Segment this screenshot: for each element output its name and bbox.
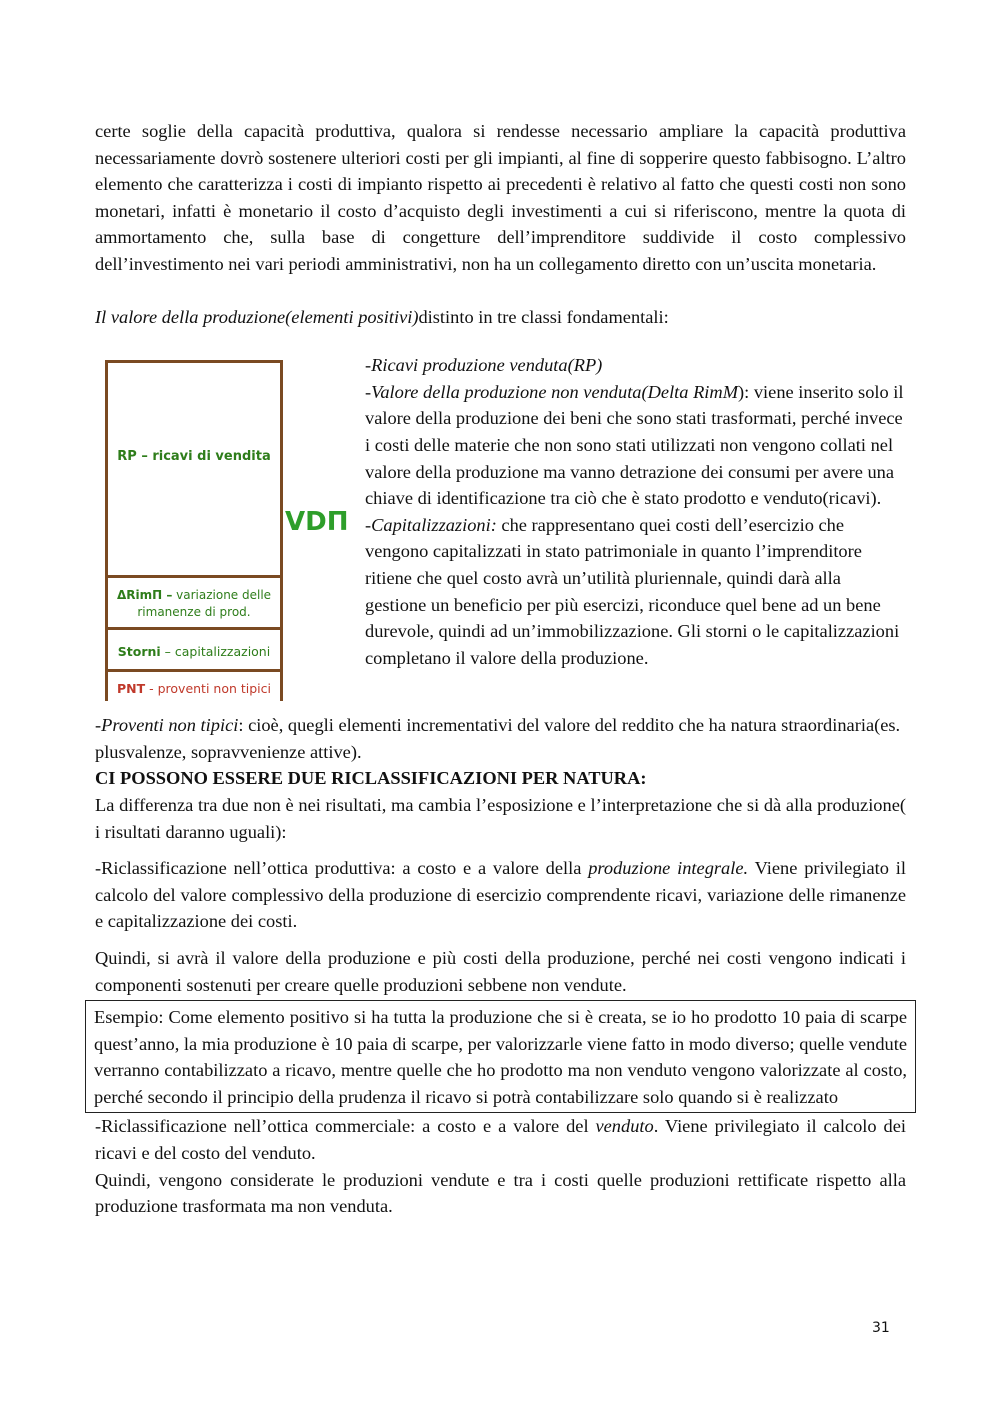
difference-paragraph: La differenza tra due non è nei risultati, ma cambia l’esposizione e l’interpretazione che si dà alla produzione( i risultati daranno uguali): <box>95 794 906 842</box>
example-box <box>85 1000 916 1113</box>
figure-row <box>95 352 906 712</box>
productive-lead: -Riclassificazione nell’ottica produttiva: a costo e a valore della <box>95 858 589 879</box>
productive-italic: produzione integrale. <box>588 858 749 879</box>
quindi-paragraph: Quindi, si avrà il valore della produzione e più costi della produzione, perché nei costi vengono indicati i componenti sostenuti per creare quelle produzioni sebbene non vendute. <box>95 947 906 995</box>
item-rim-italic: -Valore della produzione non venduta(Delta RimM <box>365 381 739 402</box>
item-cap-rest: che rappresentano quei costi dell’esercizio che vengono capitalizzati in stato patrimoniale in quanto l’imprenditore ritiene che quel costo avrà un’utilità pluriennale, quindi darà alla gestione un beneficio per più esercizi, riconduce quel bene ad un bene durevole, quindi ad un’immobilizzazione. Gli storni o le capitalizzazioni completano il valore della produzione. <box>365 514 900 668</box>
pnt-segment <box>108 669 280 704</box>
commercial-italic: venduto <box>595 1116 654 1137</box>
rim-label-bold: ΔRimΠ – <box>116 588 173 603</box>
production-value-rest: distinto in tre classi fondamentali: <box>418 306 669 327</box>
example-text: Esempio: Come elemento positivo si ha tutta la produzione che si è creata, se io ho prodotto 10 paia di scarpe quest’anno, la mia produzione è 10 paia di scarpe, per valorizzarle viene fatto in modo diverso; quelle vendute verranno contabilizzato a ricavo, mentre quelle che ho prodotto ma non venduto vengono valorizzate al costo, perché secondo il principio della prudenza il ricavo si potrà contabilizzare solo quando si è realizzato <box>94 1007 907 1107</box>
document-page <box>95 118 906 1220</box>
final-paragraph: Quindi, vengono considerate le produzioni vendute e tra i costi quelle produzioni rettificate rispetto alla produzione trasformata ma non venduta. <box>95 1169 906 1217</box>
items-column <box>365 352 906 712</box>
item-rim <box>365 379 906 512</box>
pnt-label-bold: PNT <box>116 680 146 696</box>
productive-rest: Viene privilegiato il calcolo del valore complessivo della produzione di esercizio comprendente ricavi, variazione delle rimanenze e capitalizzazione dei costi. <box>95 858 906 932</box>
rim-label-rest: variazione delle rimanenze di prod. <box>137 588 272 620</box>
item-pnt <box>95 712 906 765</box>
item-rp-text: -Ricavi produzione venduta(RP) <box>365 355 603 376</box>
intro-paragraph: certe soglie della capacità produttiva, qualora si rendesse necessario ampliare la capacità produttiva necessariamente dovrò sostenere ulteriori costi per gli impianti, al fine di sopperire questo fabbisogno. L’altro elemento che caratterizza i costi di impianto rispetto ai precedenti è relativo al fatto che questi costi non sono monetari, infatti è monetario il costo d’acquisto degli investimenti a cui si riferiscono, mentre la quota di ammortamento che, sulla base di congetture dell’imprenditore suddivide il costo complessivo dell’investimento nei vari periodi amministrativi, non ha un collegamento diretto con un’uscita monetaria. <box>95 121 906 274</box>
production-value-diagram <box>95 352 365 712</box>
pnt-label-rest: - proventi non tipici <box>145 680 271 696</box>
item-cap-italic: -Capitalizzazioni: <box>365 514 497 535</box>
production-value-italic: Il valore della produzione(elementi positivi) <box>95 306 419 327</box>
rp-label: RP – ricavi di vendita <box>117 449 271 465</box>
storni-segment <box>108 627 280 672</box>
item-pnt-italic: -Proventi non tipici <box>95 715 239 736</box>
productive-paragraph <box>95 855 906 935</box>
commercial-lead: -Riclassificazione nell’ottica commerciale: a costo e a valore del <box>95 1116 596 1137</box>
commercial-paragraph <box>95 1113 906 1166</box>
storni-label-bold: Storni <box>117 643 161 659</box>
page-number: 31 <box>872 1320 890 1336</box>
storni-label-rest: – capitalizzazioni <box>160 643 271 659</box>
item-rim-rest: ): viene inserito solo il valore della produzione dei beni che sono stati trasformati, perché invece i costi delle materie che non sono stati utilizzati non vengono collati nel valore della produzione ma vanno detrazione dei consumi per avere una chiave di identificazione tra ciò che è stato prodotto e venduto(ricavi). <box>365 381 904 509</box>
production-value-intro <box>95 304 906 331</box>
commercial-rest: . Viene privilegiato il calcolo dei ricavi e del costo del venduto. <box>95 1116 906 1164</box>
rim-segment <box>108 575 280 630</box>
section-heading: CI POSSONO ESSERE DUE RICLASSIFICAZIONI PER NATURA: <box>95 768 647 789</box>
item-cap <box>365 512 906 672</box>
item-rp <box>365 352 906 379</box>
diagram-box <box>105 360 283 701</box>
vdp-label: VDΠ <box>285 507 349 538</box>
item-pnt-rest: : cioè, quegli elementi incrementativi del valore del reddito che ha natura straordinaria(es. plusvalenze, sopravvenienze attive). <box>95 715 901 762</box>
